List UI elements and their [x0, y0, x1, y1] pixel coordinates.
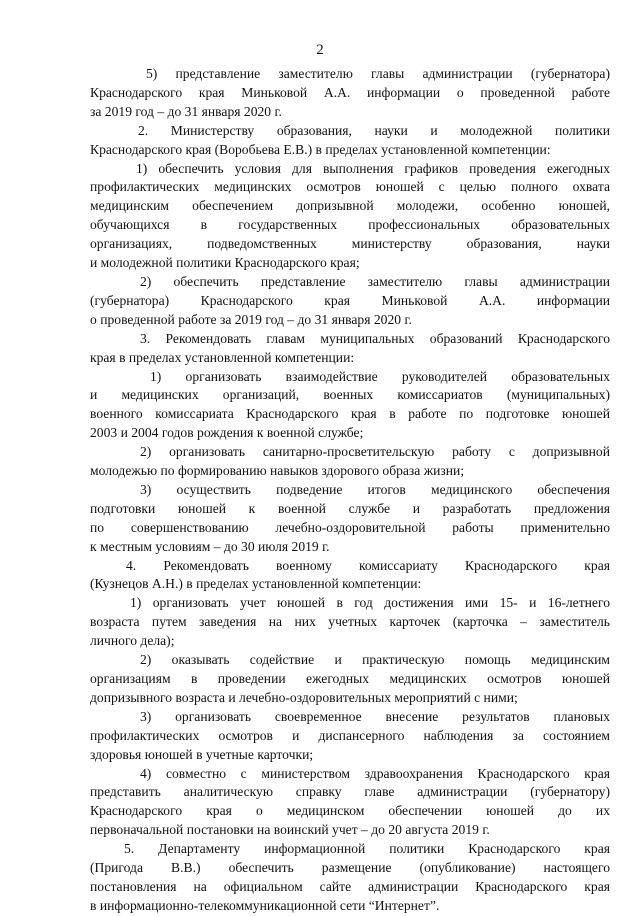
text-line: здоровья юношей в учетные карточки; — [90, 746, 314, 762]
text-line: 2003 и 2004 годов рождения к военной службе; — [90, 425, 364, 441]
text-line: профилактических осмотров и диспансерного наблюдения за состоянием — [90, 727, 610, 743]
text-line: (губернатора) Краснодарского края Миньковой А.А. информации — [90, 292, 610, 308]
text-line: за 2019 год – до 31 января 2020 г. — [90, 103, 282, 119]
text-line: 3) организовать своевременное внесение результатов плановых — [140, 708, 610, 724]
text-line: военного комиссариата Краснодарского края в работе по подготовке юношей — [90, 406, 610, 422]
text-line: постановления на официальном сайте администрации Краснодарского края — [90, 878, 610, 894]
text-line: возраста путем заведения на них учетных карточек (карточка – заместитель — [90, 614, 610, 630]
text-line: 2) организовать санитарно-просветительскую работу с допризывной — [140, 444, 610, 460]
text-line: 4) совместно с министерством здравоохранения Краснодарского края — [140, 765, 610, 781]
text-line: молодежью по формированию навыков здорового образа жизни; — [90, 463, 465, 479]
text-line: 5) представление заместителю главы администрации (губернатора) — [146, 66, 610, 81]
text-line: 5. Департаменту информационной политики Краснодарского края — [124, 841, 610, 857]
text-line: подготовки юношей к военной службе и разработать предложения — [90, 500, 610, 516]
text-line: (Кузнецов А.Н.) в пределах установленной компетенции: — [90, 576, 422, 592]
text-line: 1) организовать учет юношей в год достижения ими 15- и 16-летнего — [130, 595, 610, 611]
text-line: в информационно-телекоммуникационной сети “Интернет”. — [90, 897, 440, 913]
text-line: профилактических медицинских осмотров юношей с целью полного охвата — [90, 179, 610, 195]
text-line: Краснодарского края о медицинском обеспечении юношей до их — [90, 803, 610, 819]
text-line: медицинским обеспечением допризывной молодежи, особенно юношей, — [90, 198, 610, 214]
text-line: и медицинских организаций, военных комиссариатов (муниципальных) — [90, 387, 610, 403]
text-line: организациям в проведении ежегодных медицинских осмотров юношей — [90, 671, 610, 686]
text-line: Краснодарского края Миньковой А.А. информации о проведенной работе — [90, 84, 610, 100]
text-line: первоначальной постановки на воинский учет – до 20 августа 2019 г. — [90, 822, 490, 838]
text-line: и молодежной политики Краснодарского края; — [90, 255, 360, 271]
text-line: о проведенной работе за 2019 год – до 31 января 2020 г. — [90, 311, 412, 327]
text-line: 2) оказывать содействие и практическую помощь медицинским — [140, 652, 610, 668]
text-line: личного дела); — [90, 633, 175, 649]
text-line: 2. Министерству образования, науки и молодежной политики — [138, 122, 610, 138]
text-line: по совершенствованию лечебно-оздоровительной работы применительно — [90, 519, 610, 535]
text-line: Краснодарского края (Воробьева Е.В.) в пределах установленной компетенции: — [90, 141, 551, 157]
text-line: допризывного возраста и лечебно-оздоровительных мероприятий с ними; — [90, 689, 518, 705]
text-line: к местным условиям – до 30 июля 2019 г. — [90, 538, 330, 554]
text-line: 1) организовать взаимодействие руководителей образовательных — [150, 368, 610, 384]
text-line: 3) осуществить подведение итогов медицинского обеспечения — [140, 481, 610, 497]
document-body — [90, 65, 610, 916]
text-line: края в пределах установленной компетенции: — [90, 349, 355, 365]
text-line: 2) обеспечить представление заместителю главы администрации — [140, 273, 610, 289]
text-line: 3. Рекомендовать главам муниципальных образований Краснодарского — [140, 330, 610, 346]
text-line: 1) обеспечить условия для выполнения графиков проведения ежегодных — [136, 160, 610, 176]
text-line: 4. Рекомендовать военному комиссариату Краснодарского края — [126, 557, 610, 573]
text-line: (Пригода В.В.) обеспечить размещение (опубликование) настоящего — [90, 860, 610, 876]
text-line: организациях, подведомственных министерству образования, науки — [90, 236, 610, 252]
text-line: обучающихся в государственных профессиональных образовательных — [90, 217, 610, 233]
page-number: 2 — [316, 42, 324, 58]
text-line: представить аналитическую справку главе администрации (губернатору) — [90, 784, 610, 800]
